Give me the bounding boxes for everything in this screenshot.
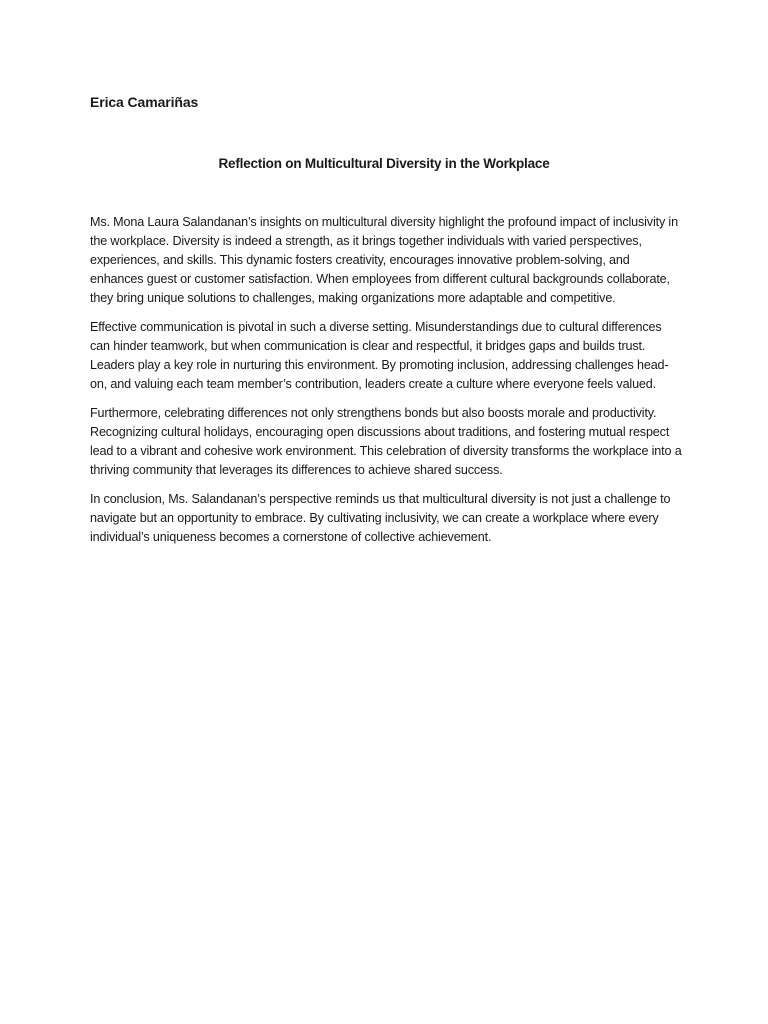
- document-body: [90, 213, 682, 557]
- paragraph-celebrating-differences: Furthermore, celebrating differences not only strengthens bonds but also boosts morale and productivity. Recognizing cultural holidays, encouraging open discussions about traditions, and fostering mutual respect lead to a vibrant and cohesive work environment. This celebration of diversity transforms the workplace into a thriving community that leverages its differences to achieve shared success.: [90, 406, 682, 477]
- document-title: Reflection on Multicultural Diversity in the Workplace: [218, 156, 550, 171]
- author-name: Erica Camariñas: [90, 94, 199, 110]
- paragraph-conclusion: In conclusion, Ms. Salandanan’s perspective reminds us that multicultural diversity is not just a challenge to navigate but an opportunity to embrace. By cultivating inclusivity, we can create a workplace where every individual’s uniqueness becomes a cornerstone of collective achievement.: [90, 492, 671, 544]
- paragraph-communication: Effective communication is pivotal in such a diverse setting. Misunderstandings due to cultural differences can hinder teamwork, but when communication is clear and respectful, it bridges gaps and builds trust. Leaders play a key role in nurturing this environment. By promoting inclusion, addressing challenges head-on, and valuing each team member’s contribution, leaders create a culture where everyone feels valued.: [90, 320, 669, 391]
- paragraph-intro: Ms. Mona Laura Salandanan’s insights on multicultural diversity highlight the profound impact of inclusivity in the workplace. Diversity is indeed a strength, as it brings together individuals with varied perspectives, experiences, and skills. This dynamic fosters creativity, encourages innovative problem-solving, and enhances guest or customer satisfaction. When employees from different cultural backgrounds collaborate, they bring unique solutions to challenges, making organizations more adaptable and competitive.: [90, 215, 678, 305]
